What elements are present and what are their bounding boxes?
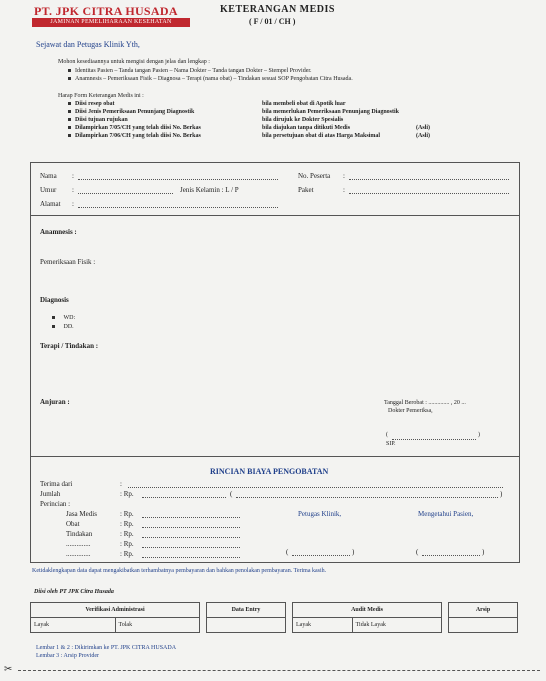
terima-dari-label: Terima dari [40,480,73,488]
request-item: Anamnesis – Pemeriksaan Fisik – Diagnosa – Terapi (nama obat) – Tindakan sesuai SOP Pengobatan Citra Husada. [68,76,353,83]
nama-field[interactable] [78,172,278,180]
open-paren: ( [230,490,233,498]
perincian-label: Perincian : [40,500,71,508]
arsip-cell[interactable] [449,618,518,633]
terima-dari-field[interactable] [128,480,503,488]
close-paren: ) [500,490,503,498]
petugas-signature-field[interactable] [292,548,350,556]
company-tagline: JAMINAN PEMELIHARAAN KESEHATAN [32,18,190,27]
close-paren: ) [352,548,355,556]
note-right: bila membeli obat di Apotik luar [262,101,346,107]
greeting: Sejawat dan Petugas Klinik Yth, [36,40,140,49]
request-item: Identitas Pasien – Tanda tangan Pasien – Nama Dokter – Tanda tangan Dokter – Stempel Provider. [68,68,312,75]
colon: : [120,480,122,488]
pasien-signature-field[interactable] [422,548,480,556]
jumlah-terbilang-field[interactable] [236,490,498,498]
no-peserta-label: No. Peserta [298,172,331,180]
scissors-icon: ✂ [4,664,13,675]
pemeriksaan-label: Pemeriksaan Fisik : [40,258,96,266]
rp-label: : Rp. [120,540,134,548]
jumlah-field[interactable] [142,490,226,498]
note-left: Dilampirkan 7/06/CH yang telah diisi No. Berkas [68,133,201,140]
row-label: Jasa Medis [66,510,97,518]
row-label: .............. [66,540,91,548]
rp-label: : Rp. [120,530,134,538]
note-left: Dilampirkan 7/05/CH yang telah diisi No. Berkas [68,125,201,132]
obat-field[interactable] [142,520,240,528]
paket-label: Paket [298,186,314,194]
close-paren: ) [482,548,485,556]
row-label: .............. [66,550,91,558]
diisi-oleh: Diisi oleh PT JPK Citra Husada [34,589,114,595]
note-right: bila dirujuk ke Dokter Spesialis [262,117,344,123]
verifikasi-table [30,602,200,633]
row-label: Obat [66,520,80,528]
dd-label: DD. [52,324,74,331]
note-left: Diisi tujuan rujukan [68,117,128,124]
anamnesis-label: Anamnesis : [40,228,77,236]
umur-label: Umur [40,186,57,194]
audit-table [292,602,442,633]
paket-field[interactable] [349,186,509,194]
anjuran-label: Anjuran : [40,398,70,406]
tanggal-berobat: Tanggal Berobat : .............. , 20 ... [384,400,466,406]
jasa-medis-field[interactable] [142,510,240,518]
terapi-label: Terapi / Tindakan : [40,342,99,350]
note-right: bila memerlukan Pemeriksaan Penunjang Diagnostik [262,109,400,115]
colon: : [343,172,345,180]
rp-label: : Rp. [120,510,134,518]
tolak-cell[interactable]: Tolak [115,618,200,633]
note-right: bila persetujuan obat di atas Harga Maksimal [262,133,381,139]
jumlah-label: Jumlah [40,490,61,498]
jenis-kelamin-label: Jenis Kelamin : L / P [180,186,239,194]
audit-layak-cell[interactable]: Layak [293,618,353,633]
audit-header: Audit Medis [293,603,442,618]
colon: : [72,172,74,180]
verifikasi-header: Verifikasi Administrasi [31,603,200,618]
open-paren: ( [286,548,289,556]
note-left: Diisi Jenis Pemeriksaan Penunjang Diagnostik [68,109,194,116]
alamat-label: Alamat [40,200,61,208]
colon: : [72,200,74,208]
diagnosis-label: Diagnosis [40,296,69,304]
note-left: Diisi resep obat [68,101,115,108]
warning-text: Ketidaklengkapan data dapat mengakibatkan terhambatnya pembayaran dan bahkan penolakan pembayaran. Terima kasih. [32,568,327,574]
petugas-label: Petugas Klinik, [298,510,342,518]
form-code: ( F / 01 / CH ) [249,17,296,26]
arsip-header: Arsip [449,603,518,618]
note-title: Harap Form Keterangan Medis ini : [58,93,144,99]
rp-label: : Rp. [120,550,134,558]
open-paren: ( [386,432,388,438]
rp-label: : Rp. [120,520,134,528]
data-entry-header: Data Entry [207,603,286,618]
pasien-label: Mengetahui Pasien, [418,510,474,518]
close-paren: ) [478,432,480,438]
colon: : [72,186,74,194]
company-name: PT. JPK CITRA HUSADA [34,4,178,18]
data-entry-cell[interactable] [207,618,286,633]
document-title: KETERANGAN MEDIS [220,4,335,15]
extra-field[interactable] [142,550,240,558]
dokter-label: Dokter Pemeriksa, [388,408,433,414]
lembar-3: Lembar 3 : Arsip Provider [36,653,99,659]
rp-label: : Rp. [120,490,134,498]
cut-line [18,670,540,671]
umur-field[interactable] [78,186,173,194]
open-paren: ( [416,548,419,556]
alamat-field[interactable] [78,200,278,208]
lembar-1-2: Lembar 1 & 2 : Dikirimkan ke PT. JPK CITRA HUSADA [36,645,177,651]
billing-title: RINCIAN BIAYA PENGOBATAN [210,467,329,476]
wd-label: WD: [52,315,75,322]
data-entry-table [206,602,286,633]
dokter-signature-field[interactable] [392,432,476,440]
request-text: Mohon kesediaannya untuk mengisi dengan jelas dan lengkap : [58,59,210,65]
row-label: Tindakan [66,530,93,538]
note-extra: (Asli) [416,133,430,139]
note-extra: (Asli) [416,125,430,131]
tindakan-field[interactable] [142,530,240,538]
colon: : [343,186,345,194]
audit-tidak-layak-cell[interactable]: Tidak Layak [352,618,441,633]
arsip-table [448,602,518,633]
note-right: bila diajukan tanpa ditikuti Medis [262,125,351,131]
nama-label: Nama [40,172,57,180]
layak-cell[interactable]: Layak [31,618,116,633]
sip-label: SIP. [386,441,396,447]
extra-field[interactable] [142,540,240,548]
medical-box [30,214,520,457]
no-peserta-field[interactable] [349,172,509,180]
